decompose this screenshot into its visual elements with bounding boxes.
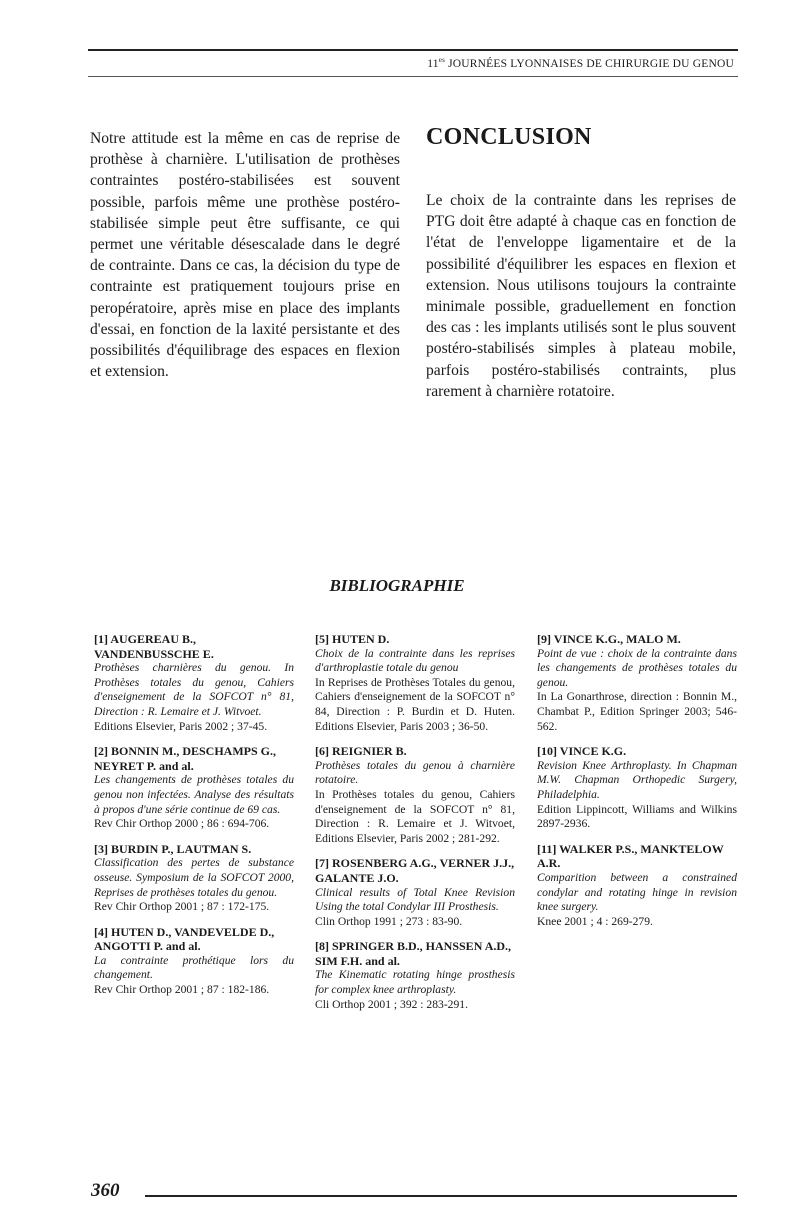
reference-title: Classification des pertes de substance osseuse. Symposium de la SOFCOT 2000, Reprises de prothèses totales du genou.: [94, 856, 294, 899]
reference-entry: [94, 744, 294, 832]
header-title: JOURNÉES LYONNAISES DE CHIRURGIE DU GENOU: [445, 57, 734, 70]
reference-entry: [94, 842, 294, 915]
bibliography-column-2: [315, 632, 515, 1022]
reference-title: Clinical results of Total Knee Revision Using the total Condylar III Prosthesis.: [315, 885, 515, 914]
reference-title: Point de vue : choix de la contrainte dans les changements de prothèses totales du genou.: [537, 646, 737, 689]
reference-authors: [5] HUTEN D.: [315, 632, 390, 646]
running-header: [427, 56, 734, 70]
reference-authors: [2] BONNIN M., DESCHAMPS G., NEYRET P. and al.: [94, 744, 276, 773]
reference-entry: [315, 939, 515, 1012]
reference-authors: [10] VINCE K.G.: [537, 744, 627, 759]
reference-source: In Prothèses totales du genou, Cahiers d'enseignement de la SOFCOT n° 81, Direction : R. Lemaire et J. Witvoet, Editions Elsevier, Paris 2002 ; 281-292.: [315, 787, 515, 845]
reference-source: Clin Orthop 1991 ; 273 : 83-90.: [315, 914, 463, 928]
reference-entry: [315, 632, 515, 734]
reference-entry: [537, 632, 737, 734]
header-rule-top: [88, 49, 738, 51]
reference-entry: [315, 744, 515, 846]
reference-title: The Kinematic rotating hinge prosthesis for complex knee arthroplasty.: [315, 968, 515, 997]
reference-title: Revision Knee Arthroplasty. In Chapman M.W. Chapman Orthopedic Surgery, Philadelphia.: [537, 758, 737, 801]
reference-source: Rev Chir Orthop 2000 ; 86 : 694-706.: [94, 817, 270, 831]
reference-source: In La Gonarthrose, direction : Bonnin M., Chambat P., Edition Springer 2003; 546-562.: [537, 690, 737, 733]
reference-title: La contrainte prothétique lors du changement.: [94, 953, 294, 982]
bibliography-column-1: [94, 632, 294, 1008]
reference-title: Comparition between a constrained condylar and rotating hinge in revision knee surgery.: [537, 870, 737, 914]
bibliography-heading: BIBLIOGRAPHIE: [329, 576, 465, 595]
reference-title: Prothèses charnières du genou. In Prothèses totales du genou, Cahiers d'enseignement de la SOFCOT n° 81, Direction : R. Lemaire et J. Witvoet.: [94, 661, 294, 718]
header-ordinal-suffix: es: [438, 56, 445, 64]
reference-entry: [537, 744, 737, 832]
header-rule-bottom: [88, 76, 738, 77]
reference-source: Rev Chir Orthop 2001 ; 87 : 172-175.: [94, 900, 270, 914]
footer-rule: [145, 1195, 737, 1197]
reference-entry: [94, 925, 294, 998]
reference-title: Prothèses totales du genou à charnière rotatoire.: [315, 758, 515, 787]
reference-source: Editions Elsevier, Paris 2002 ; 37-45.: [94, 719, 268, 733]
reference-source: Knee 2001 ; 4 : 269-279.: [537, 914, 653, 928]
reference-entry: [94, 632, 294, 734]
reference-source: Rev Chir Orthop 2001 ; 87 : 182-186.: [94, 983, 270, 997]
reference-authors: [3] BURDIN P., LAUTMAN S.: [94, 841, 252, 856]
reference-source: Edition Lippincott, Williams and Wilkins 2897-2936.: [537, 802, 737, 831]
reference-authors: [7] ROSENBERG A.G., VERNER J.J., GALANTE J.O.: [315, 856, 515, 885]
reference-title: Choix de la contrainte dans les reprises d'arthroplastie totale du genou: [315, 646, 515, 675]
reference-entry: [537, 842, 737, 930]
reference-source: Cli Orthop 2001 ; 392 : 283-291.: [315, 997, 468, 1011]
page-number: 360: [91, 1180, 120, 1201]
reference-source: In Reprises de Prothèses Totales du genou, Cahiers d'enseignement de la SOFCOT n° 84, Direction : P. Burdin et D. Huten. Editions Elsevier, Paris 2003 ; 36-50.: [315, 675, 515, 733]
reference-title: Les changements de prothèses totales du genou non infectées. Analyse des résultats à propos d'une série continue de 69 cas.: [94, 773, 294, 816]
reference-entry: [315, 856, 515, 929]
reference-authors: [4] HUTEN D., VANDEVELDE D., ANGOTTI P. and al.: [94, 924, 275, 954]
body-paragraph-left: Notre attitude est la même en cas de reprise de prothèse à charnière. L'utilisation de prothèses contraintes postéro-stabilisées est souvent possible, parfois même une prothèse postéro-stabilisée simple peut être suffisante, ce qui permet une véritable désescalade dans le degré de contrainte. Dans ce cas, la décision du type de contrainte est pratiquement toujours prise en peropératoire, après mise en place des implants d'essai, en fonction de la laxité persistante et des possibilités d'équilibrage des espaces en flexion et extension.: [90, 130, 400, 381]
conclusion-heading: CONCLUSION: [426, 124, 592, 150]
header-ordinal: 11: [427, 57, 439, 70]
bibliography-column-3: [537, 632, 737, 939]
reference-authors: [1] AUGEREAU B., VANDENBUSSCHE E.: [94, 632, 214, 661]
reference-authors: [11] WALKER P.S., MANKTELOW A.R.: [537, 841, 724, 871]
reference-authors: [6] REIGNIER B.: [315, 744, 407, 759]
conclusion-paragraph: Le choix de la contrainte dans les reprises de PTG doit être adapté à chaque cas en fonction de l'état de l'enveloppe ligamentaire et de la possibilité d'équilibrer les espaces en flexion et extension. Nous utilisons toujours la contrainte minimale possible, graduellement en fonction des cas : les implants utilisés sont le plus souvent postéro-stabilisés simples à plateau mobile, parfois postéro-stabilisés contraints, plus rarement à charnière rotatoire.: [426, 192, 736, 400]
reference-authors: [8] SPRINGER B.D., HANSSEN A.D., SIM F.H. and al.: [315, 939, 512, 968]
reference-authors: [9] VINCE K.G., MALO M.: [537, 632, 681, 646]
